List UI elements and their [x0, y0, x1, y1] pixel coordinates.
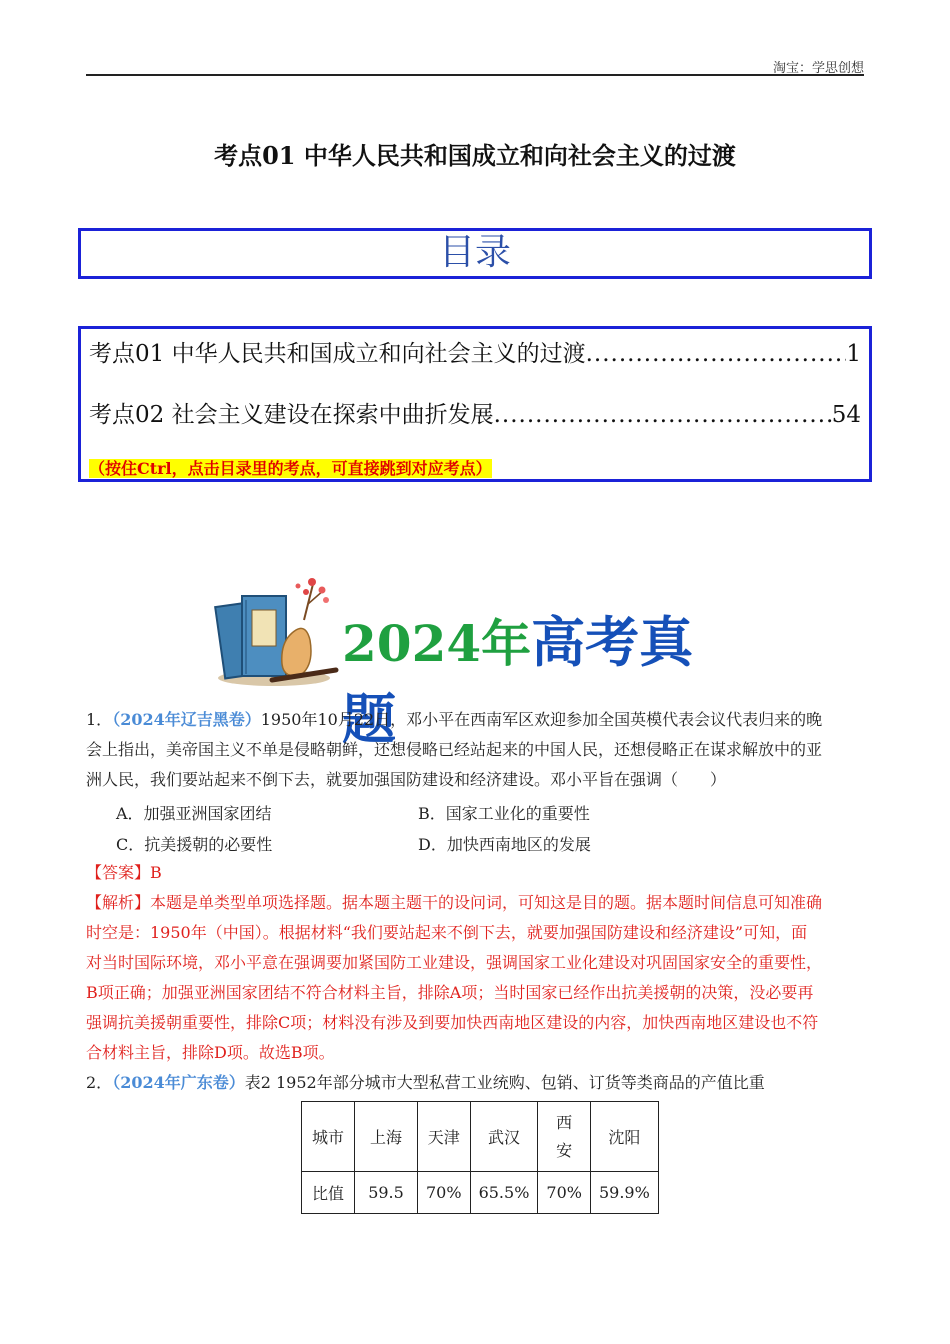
table-cell: 西安: [538, 1102, 591, 1172]
table-cell: 59.5: [355, 1172, 418, 1214]
table-cell: 70%: [418, 1172, 471, 1214]
option-a[interactable]: A．加强亚洲国家团结: [116, 804, 272, 823]
toc-item-2[interactable]: [89, 396, 861, 429]
question-2: [86, 1068, 864, 1098]
question-stem-line: 1．（2024年辽吉黑卷）1950年10月22日，邓小平在西南军区欢迎参加全国英模代表会议代表归来的晚: [86, 710, 823, 729]
toc-heading-box: [78, 228, 872, 279]
option-b[interactable]: B．国家工业化的重要性: [418, 804, 590, 823]
question-stem-line: 会上指出，美帝国主义不单是侵略朝鲜，还想侵略已经站起来的中国人民，还想侵略正在谋求解放中的亚: [86, 740, 823, 759]
table-cell: 武汉: [470, 1102, 538, 1172]
toc-item-label: 考点02 社会主义建设在探索中曲折发展: [89, 402, 494, 428]
table-header-row: [302, 1102, 659, 1172]
question-source: （2024年辽吉黑卷）: [112, 710, 261, 729]
table-cell: 59.9%: [590, 1172, 658, 1214]
toc-item-page: 54: [831, 402, 861, 428]
question-number: 2．: [86, 1073, 113, 1092]
table-cell: 上海: [355, 1102, 418, 1172]
table-cell: 天津: [418, 1102, 471, 1172]
table-cell: 比值: [302, 1172, 355, 1214]
books-illustration-icon: [212, 570, 342, 690]
analysis: [86, 888, 864, 1068]
question-1: [86, 705, 864, 795]
question-stem-line: 洲人民，我们要站起来不倒下去，就要加强国防建设和经济建设。邓小平旨在强调（ ）: [86, 770, 727, 789]
analysis-line: 时空是：1950年（中国）。根据材料“我们要站起来不倒下去，就要加强国防建设和经济建设”可知，面: [86, 923, 808, 942]
question-number: 1．: [86, 710, 113, 729]
table-row: [302, 1172, 659, 1214]
analysis-line: 【解析】本题是单类型单项选择题。据本题主题干的设问词，可知这是目的题。据本题时间信息可知准确: [86, 893, 823, 912]
toc-leader-dots: [586, 341, 847, 367]
banner-main: 高考真题: [342, 610, 694, 751]
toc-item-page: 1: [846, 341, 861, 367]
toc-item-1[interactable]: [89, 335, 861, 368]
toc-item-label: 考点01 中华人民共和国成立和向社会主义的过渡: [89, 341, 586, 367]
header-text: 淘宝：学思创想: [772, 61, 864, 76]
analysis-line: B项正确；加强亚洲国家团结不符合材料主旨，排除A项；当时国家已经作出抗美援朝的决策，没必要再: [86, 983, 814, 1002]
toc-list: [78, 326, 872, 482]
option-d[interactable]: D．加快西南地区的发展: [418, 835, 591, 854]
toc-heading: 目录: [438, 232, 511, 273]
toc-note: （按住Ctrl，点击目录里的考点，可直接跳到对应考点）: [89, 459, 492, 478]
table-cell: 沈阳: [590, 1102, 658, 1172]
header-divider: [86, 74, 864, 76]
table-cell: 65.5%: [470, 1172, 538, 1214]
question-source: （2024年广东卷）: [112, 1073, 245, 1092]
banner-year: 2024年: [342, 614, 532, 673]
table-cell: 70%: [538, 1172, 591, 1214]
analysis-line: 对当时国际环境，邓小平意在强调要加紧国防工业建设，强调国家工业化建设对巩固国家安全的重要性，: [86, 953, 823, 972]
answer: 【答案】B: [86, 863, 162, 882]
analysis-line: 强调抗美援朝重要性，排除C项；材料没有涉及到要加快西南地区建设的内容，加快西南地区建设也不符: [86, 1013, 819, 1032]
page-title: 考点01 中华人民共和国成立和向社会主义的过渡: [214, 141, 736, 170]
analysis-line: 合材料主旨，排除D项。故选B项。: [86, 1043, 335, 1062]
toc-leader-dots: [494, 402, 832, 428]
data-table: [301, 1101, 659, 1214]
question-stem: 表2 1952年部分城市大型私营工业统购、包销、订货等类商品的产值比重: [244, 1073, 765, 1092]
table-cell: 城市: [302, 1102, 355, 1172]
option-c[interactable]: C．抗美援朝的必要性: [116, 835, 273, 854]
